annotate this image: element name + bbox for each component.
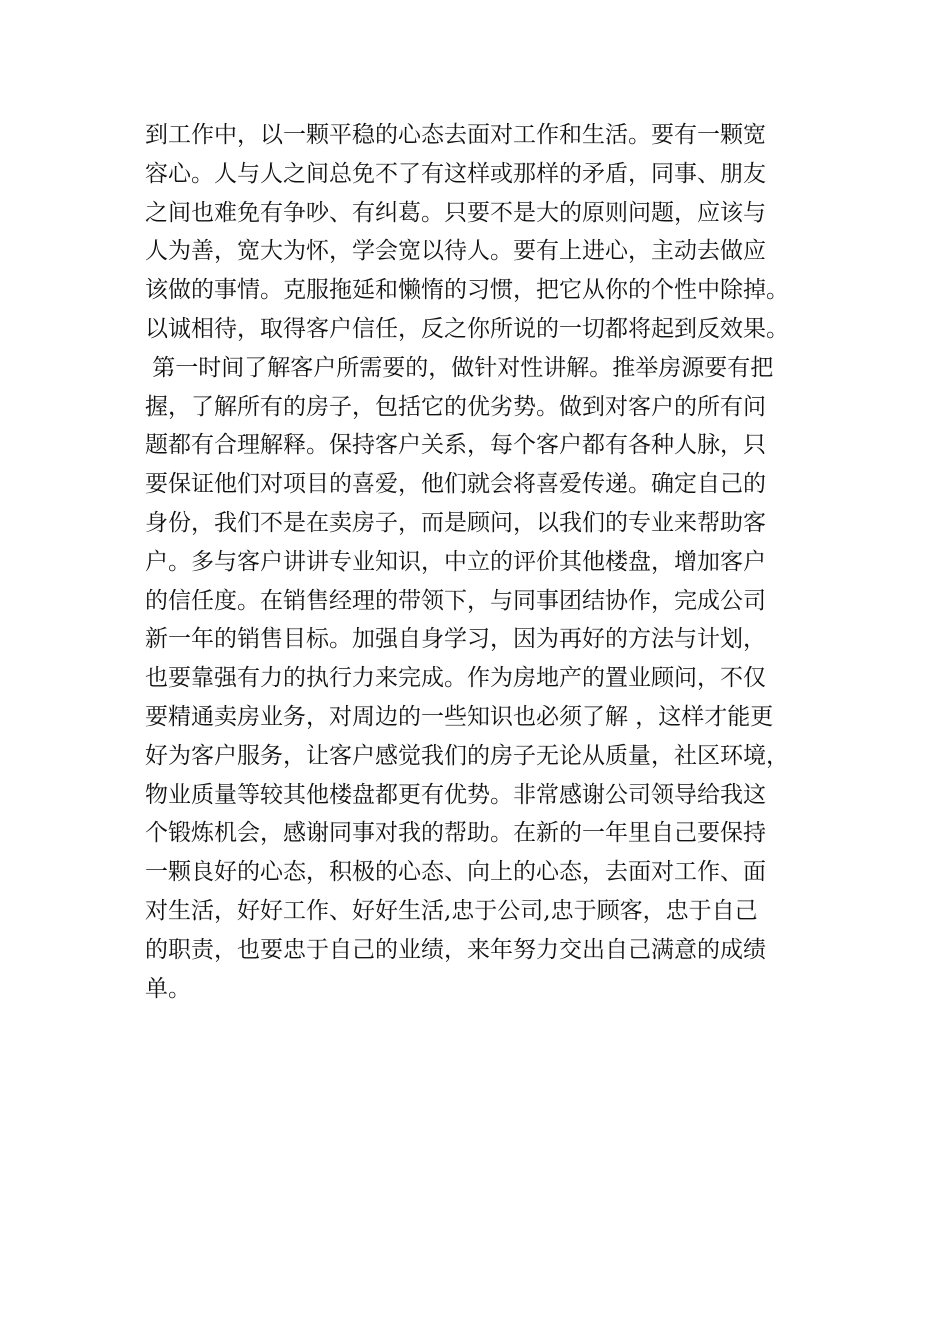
text-line: 对生活，好好工作、好好生活,忠于公司,忠于顾客，忠于自己 [145, 897, 758, 924]
text-line: 的信任度。在销售经理的带领下，与同事团结协作，完成公司 [145, 587, 766, 614]
body-text [145, 116, 825, 1008]
text-line: 个锻炼机会，感谢同事对我的帮助。在新的一年里自己要保持 [145, 820, 766, 847]
text-line: 新一年的销售目标。加强自身学习，因为再好的方法与计划， [145, 626, 766, 653]
text-line: 一颗良好的心态，积极的心态、向上的心态，去面对工作、面 [145, 859, 766, 886]
text-line: 该做的事情。克服拖延和懒惰的习惯，把它从你的个性中除掉。 [145, 277, 789, 304]
text-line: 人为善，宽大为怀，学会宽以待人。要有上进心，主动去做应 [145, 238, 766, 265]
text-line: 要精通卖房业务，对周边的一些知识也必须了解 ，这样才能更 [145, 703, 774, 730]
text-line: 身份，我们不是在卖房子，而是顾问，以我们的专业来帮助客 [145, 509, 766, 536]
text-line: 也要靠强有力的执行力来完成。作为房地产的置业顾问，不仅 [145, 665, 766, 692]
text-line: 第一时间了解客户所需要的，做针对性讲解。推举房源要有把 [145, 354, 774, 381]
text-line: 的职责，也要忠于自己的业绩，来年努力交出自己满意的成绩 [145, 936, 766, 963]
text-line: 之间也难免有争吵、有纠葛。只要不是大的原则问题，应该与 [145, 199, 766, 226]
text-line: 题都有合理解释。保持客户关系，每个客户都有各种人脉，只 [145, 432, 766, 459]
text-line: 容心。人与人之间总免不了有这样或那样的矛盾，同事、朋友 [145, 160, 766, 187]
text-line: 握，了解所有的房子，包括它的优劣势。做到对客户的所有问 [145, 393, 766, 420]
text-line: 物业质量等较其他楼盘都更有优势。非常感谢公司领导给我这 [145, 781, 766, 808]
text-line: 以诚相待，取得客户信任，反之你所说的一切都将起到反效果。 [145, 315, 789, 342]
text-line: 要保证他们对项目的喜爱，他们就会将喜爱传递。确定自己的 [145, 471, 766, 498]
text-line: 到工作中，以一颗平稳的心态去面对工作和生活。要有一颗宽 [145, 122, 766, 148]
text-line: 单。 [145, 975, 191, 1002]
text-line: 户。多与客户讲讲专业知识，中立的评价其他楼盘，增加客户 [145, 548, 766, 575]
text-line: 好为客户服务，让客户感觉我们的房子无论从质量，社区环境， [145, 742, 789, 769]
